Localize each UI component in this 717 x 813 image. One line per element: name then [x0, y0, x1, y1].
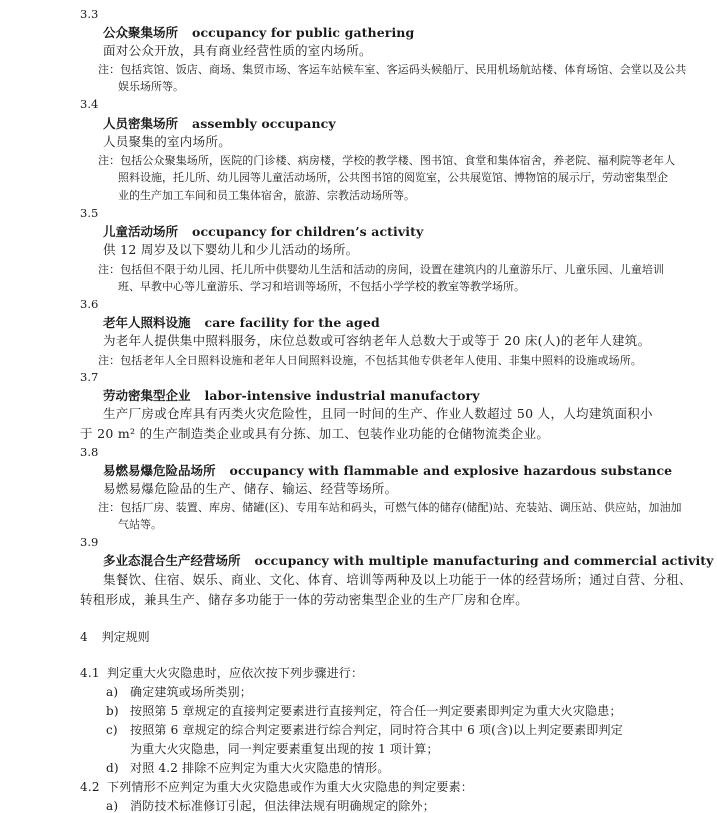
- list-text-cont: 为重大火灾隐患，同一判定要素重复出现的按 1 项计算；: [130, 742, 439, 756]
- term-cn: 劳动密集型企业: [103, 388, 191, 403]
- note-line: 注：包括公众聚集场所，医院的门诊楼、病房楼，学校的教学楼、图书馆、食堂和集体宿舍，养老院、福利院等老年人: [98, 154, 676, 167]
- clause-number: 4.1: [80, 666, 100, 680]
- entry-number: 3.5: [80, 206, 99, 220]
- term-heading: [103, 27, 414, 40]
- note-line: 注：包括老年人全日照料设施和老年人日间照料设施，不包括其他专供老年人使用、非集中照料的设施或场所。: [98, 354, 642, 367]
- list-item: [106, 705, 622, 717]
- list-text: 对照 4.2 排除不应判定为重大火灾隐患的情形。: [130, 761, 390, 775]
- clause-number: 4.2: [80, 780, 100, 794]
- entry-number: 3.7: [80, 370, 99, 384]
- term-en: assembly occupancy: [192, 116, 336, 131]
- list-label: d): [106, 761, 119, 775]
- term-heading: [103, 317, 380, 330]
- definition-line: 转租形成，兼具生产、储存多功能于一体的劳动密集型企业的生产厂房和仓库。: [80, 592, 529, 607]
- list-label: a): [106, 685, 119, 699]
- note-line: 娱乐场所等。: [118, 80, 184, 93]
- definition-line: 集餐饮、住宿、娱乐、商业、文化、体育、培训等两种及以上功能于一体的经营场所；通过自营、分租、: [103, 572, 692, 587]
- entry-number: 3.9: [80, 535, 99, 549]
- definition-line: 易燃易爆危险品的生产、储存、输运、经营等场所。: [103, 481, 398, 496]
- clause-4-1: [80, 667, 363, 679]
- list-text: 按照第 5 章规定的直接判定要素进行直接判定，符合任一判定要素即判定为重大火灾隐患；: [130, 704, 622, 718]
- term-heading: [103, 118, 336, 131]
- term-en: occupancy with flammable and explosive hazardous substance: [229, 463, 673, 478]
- entry-number: 3.3: [80, 7, 99, 21]
- term-cn: 公众聚集场所: [103, 25, 179, 40]
- chapter-heading: [80, 631, 150, 643]
- term-cn: 儿童活动场所: [103, 224, 179, 239]
- entry-number: 3.6: [80, 297, 99, 311]
- clause-text: 下列情形不应判定为重大火灾隐患或作为重大火灾隐患的判定要素：: [107, 780, 474, 794]
- term-en: occupancy for public gathering: [192, 25, 415, 40]
- term-heading: [103, 465, 672, 478]
- definition-line: 面对公众开放，具有商业经营性质的室内场所。: [103, 43, 372, 58]
- note-line: 气站等。: [118, 518, 162, 531]
- note-line: 业的生产加工车间和员工集体宿舍，旅游、宗教活动场所等。: [118, 189, 415, 202]
- list-label: a): [106, 799, 119, 813]
- definition-line: 人员聚集的室内场所。: [103, 134, 232, 149]
- definition-line: 生产厂房或仓库具有丙类火灾危险性，且同一时间的生产、作业人数超过 50 人，人均建筑面积小: [103, 406, 653, 421]
- entry-number: 3.8: [80, 445, 99, 459]
- term-heading: [103, 555, 714, 568]
- definition-line: 供 12 周岁及以下婴幼儿和少儿活动的场所。: [103, 242, 359, 257]
- definition-line: 于 20 m² 的生产制造类企业或具有分拣、加工、包装作业功能的仓储物流类企业。: [80, 426, 550, 441]
- note-line: 注：包括但不限于幼儿园、托儿所中供婴幼儿生活和活动的房间，设置在建筑内的儿童游乐厅、儿童乐园、儿童培训: [98, 263, 665, 276]
- clause-text: 判定重大火灾隐患时，应依次按下列步骤进行：: [107, 666, 364, 680]
- note-line: 班、早教中心等儿童游乐、学习和培训等场所，不包括小学学校的教室等教学场所。: [118, 280, 525, 293]
- list-text: 按照第 6 章规定的综合判定要素进行综合判定，同时符合其中 6 项(含)以上判定要素即判定: [130, 723, 623, 737]
- term-cn: 老年人照料设施: [103, 315, 191, 330]
- term-heading: [103, 226, 423, 239]
- list-item: [106, 686, 252, 698]
- term-en: occupancy with multiple manufacturing and commercial activity: [254, 553, 714, 568]
- term-en: occupancy for children’s activity: [192, 224, 424, 239]
- term-cn: 易燃易爆危险品场所: [103, 463, 216, 478]
- chapter-title: 判定规则: [101, 630, 150, 644]
- list-item: [106, 800, 435, 812]
- list-text: 消防技术标准修订引起，但法律法规有明确规定的除外；: [130, 799, 436, 813]
- clause-4-2: [80, 781, 473, 793]
- note-line: 注：包括厂房、装置、库房、储罐(区)、专用车站和码头，可燃气体的储存(储配)站、充装站、调压站、供应站，加油加: [98, 501, 682, 514]
- chapter-number: 4: [80, 630, 88, 644]
- note-line: 照料设施，托儿所、幼儿园等儿童活动场所，公共图书馆的阅览室，公共展览馆、博物馆的展示厅，劳动密集型企: [118, 171, 668, 184]
- entry-number: 3.4: [80, 97, 99, 111]
- list-text: 确定建筑或场所类别；: [130, 685, 253, 699]
- term-en: care facility for the aged: [204, 315, 380, 330]
- term-en: labor-intensive industrial manufactory: [204, 388, 480, 403]
- term-cn: 多业态混合生产经营场所: [103, 553, 241, 568]
- list-label: b): [106, 704, 119, 718]
- term-cn: 人员密集场所: [103, 116, 179, 131]
- note-line: 注：包括宾馆、饭店、商场、集贸市场、客运车站候车室、客运码头候船厅、民用机场航站楼、体育场馆、会堂以及公共: [98, 63, 687, 76]
- list-label: c): [106, 723, 118, 737]
- list-item: [106, 724, 623, 736]
- list-item: [106, 762, 390, 774]
- definition-line: 为老年人提供集中照料服务，床位总数或可容纳老年人总数大于或等于 20 床(人)的老年人建筑。: [103, 333, 651, 348]
- term-heading: [103, 390, 480, 403]
